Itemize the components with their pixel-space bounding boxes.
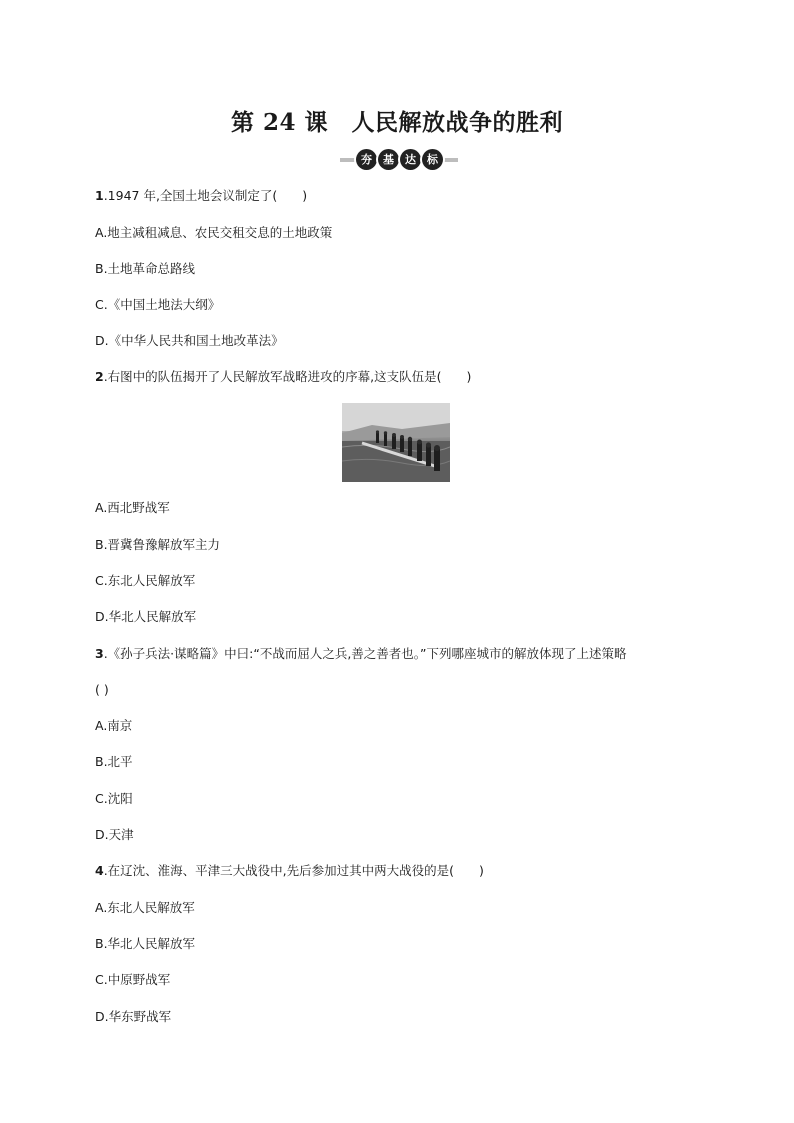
question-4-stem [95,863,484,879]
question-3-option-b: B.北平 [95,754,133,769]
question-number: 3 [95,646,104,661]
troops-crossing-photo [342,403,450,482]
question-3-option-c: C.沈阳 [95,791,133,806]
question-2-option-d: D.华北人民解放军 [95,609,197,624]
question-text: .《孙子兵法·谋略篇》中曰:“不战而屈人之兵,善之善者也。”下列哪座城市的解放体现了上述策略 [103,646,627,661]
question-4-option-d: D.华东野战军 [95,1009,172,1024]
question-text: .1947 年,全国土地会议制定了( ) [103,188,308,203]
question-number: 1 [95,188,104,203]
question-1-option-c: C.《中国土地法大纲》 [95,297,221,312]
question-3-option-d: D.天津 [95,827,134,842]
banner-char: 夯 [356,149,377,170]
question-3-stem [95,646,627,662]
question-4-option-b: B.华北人民解放军 [95,936,196,951]
question-2-option-b: B.晋冀鲁豫解放军主力 [95,537,221,552]
question-1-option-a: A.地主减租减息、农民交租交息的土地政策 [95,225,333,240]
question-2-option-c: C.东北人民解放军 [95,573,196,588]
question-4-option-a: A.东北人民解放军 [95,900,195,915]
banner-char: 标 [422,149,443,170]
question-4-option-c: C.中原野战军 [95,972,171,987]
question-1-option-b: B.土地革命总路线 [95,261,196,276]
question-1-stem [95,188,307,204]
question-number: 2 [95,369,104,384]
question-2-stem [95,369,471,385]
question-number: 4 [95,863,104,878]
question-3-option-a: A.南京 [95,718,133,733]
question-text: .在辽沈、淮海、平津三大战役中,先后参加过其中两大战役的是( ) [103,863,484,878]
question-1-option-d: D.《中华人民共和国土地改革法》 [95,333,284,348]
question-3-answer-blank: ( ) [95,682,109,697]
page-title: 第 24 课 人民解放战争的胜利 [230,109,564,136]
banner-char: 达 [400,149,421,170]
question-2-option-a: A.西北野战军 [95,500,170,515]
question-text: .右图中的队伍揭开了人民解放军战略进攻的序幕,这支队伍是( ) [103,369,472,384]
banner-char: 基 [378,149,399,170]
section-banner [340,148,458,172]
